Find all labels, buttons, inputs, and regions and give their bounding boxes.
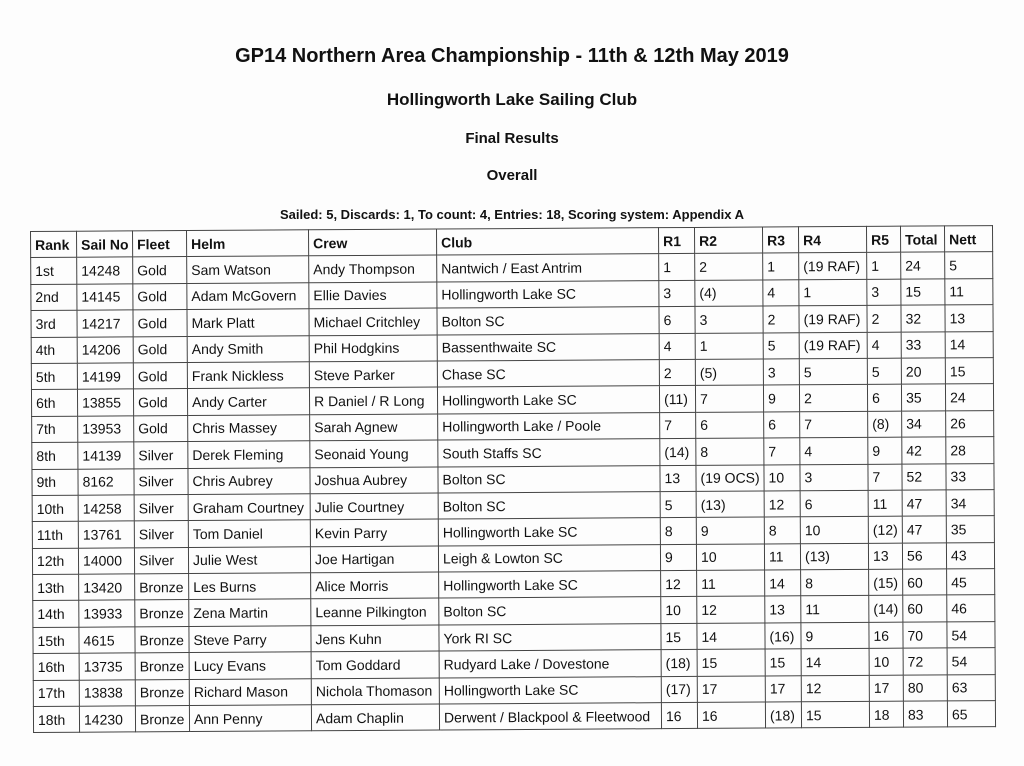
cell-helm: Andy Smith xyxy=(187,335,309,362)
cell-sail-no: 14206 xyxy=(77,336,133,363)
cell-r2: 6 xyxy=(696,412,764,439)
cell-nett: 5 xyxy=(945,252,993,279)
cell-nett: 15 xyxy=(945,358,993,385)
cell-r5: 9 xyxy=(868,437,902,464)
results-category: Overall xyxy=(486,167,538,184)
cell-total: 42 xyxy=(902,437,946,464)
cell-helm: Julie West xyxy=(188,546,310,573)
cell-helm: Sam Watson xyxy=(187,256,309,283)
cell-crew: Steve Parker xyxy=(309,361,437,388)
cell-r3: 10 xyxy=(764,464,800,491)
cell-rank: 18th xyxy=(33,706,79,733)
cell-helm: Lucy Evans xyxy=(189,652,311,679)
cell-crew: Nichola Thomason xyxy=(311,678,439,705)
cell-r4: 4 xyxy=(800,438,868,465)
cell-rank: 9th xyxy=(32,469,78,496)
cell-nett: 63 xyxy=(947,674,995,701)
cell-r1: 8 xyxy=(660,518,696,545)
cell-sail-no: 14000 xyxy=(78,548,134,575)
cell-helm: Steve Parry xyxy=(189,626,311,653)
cell-rank: 3rd xyxy=(31,310,77,337)
cell-r3: 1 xyxy=(763,253,799,280)
cell-crew: Andy Thompson xyxy=(309,255,437,282)
cell-r4: (19 RAF) xyxy=(799,332,867,359)
cell-crew: Sarah Agnew xyxy=(310,414,438,441)
cell-r1: (18) xyxy=(661,650,697,677)
cell-total: 32 xyxy=(901,305,945,332)
cell-helm: Andy Carter xyxy=(187,388,309,415)
cell-fleet: Silver xyxy=(134,547,188,574)
cell-sail-no: 14230 xyxy=(79,706,135,733)
cell-r2: 12 xyxy=(697,596,765,623)
cell-r1: 6 xyxy=(659,307,695,334)
cell-fleet: Bronze xyxy=(135,653,189,680)
cell-r4: 3 xyxy=(800,464,868,491)
cell-r2: 9 xyxy=(696,517,764,544)
cell-sail-no: 14258 xyxy=(78,495,134,522)
cell-club: York RI SC xyxy=(439,624,661,652)
cell-rank: 6th xyxy=(31,390,77,417)
cell-r1: 15 xyxy=(661,623,697,650)
cell-club: Derwent / Blackpool & Fleetwood xyxy=(439,703,661,731)
cell-fleet: Silver xyxy=(134,494,188,521)
cell-r5: 13 xyxy=(868,543,902,570)
cell-r4: 8 xyxy=(801,569,869,596)
cell-total: 35 xyxy=(901,384,945,411)
cell-rank: 7th xyxy=(32,416,78,443)
cell-r1: 5 xyxy=(660,491,696,518)
cell-total: 60 xyxy=(903,569,947,596)
cell-nett: 35 xyxy=(946,516,994,543)
document-title: GP14 Northern Area Championship - 11th & 12th May 2019 xyxy=(235,45,789,67)
cell-club: Hollingworth Lake / Poole xyxy=(438,412,660,440)
cell-crew: Leanne Pilkington xyxy=(311,598,439,625)
cell-club: Hollingworth Lake SC xyxy=(438,518,660,546)
cell-club: South Staffs SC xyxy=(438,439,660,467)
cell-crew: Joshua Aubrey xyxy=(310,467,438,494)
cell-club: Bolton SC xyxy=(439,597,661,625)
cell-r3: 6 xyxy=(764,412,800,439)
cell-r2: 10 xyxy=(696,544,764,571)
cell-r5: 18 xyxy=(869,701,903,728)
cell-total: 56 xyxy=(902,543,946,570)
cell-fleet: Gold xyxy=(133,283,187,310)
cell-sail-no: 14145 xyxy=(77,284,133,311)
cell-total: 47 xyxy=(902,516,946,543)
column-header-r3: R3 xyxy=(762,227,798,254)
column-header-sail-no: Sail No xyxy=(77,231,133,258)
cell-rank: 5th xyxy=(31,363,77,390)
cell-r3: 12 xyxy=(764,491,800,518)
column-header-fleet: Fleet xyxy=(133,231,187,258)
cell-rank: 8th xyxy=(32,442,78,469)
cell-club: Hollingworth Lake SC xyxy=(439,571,661,599)
cell-r1: 4 xyxy=(659,333,695,360)
cell-helm: Richard Mason xyxy=(189,678,311,705)
cell-helm: Mark Platt xyxy=(187,309,309,336)
cell-club: Hollingworth Lake SC xyxy=(437,386,659,414)
column-header-r4: R4 xyxy=(798,226,866,253)
cell-rank: 10th xyxy=(32,495,78,522)
cell-sail-no: 13953 xyxy=(78,416,134,443)
cell-total: 60 xyxy=(903,595,947,622)
results-table xyxy=(30,225,996,733)
cell-total: 70 xyxy=(903,622,947,649)
cell-helm: Graham Courtney xyxy=(188,494,310,521)
cell-club: Hollingworth Lake SC xyxy=(437,280,659,308)
cell-helm: Ann Penny xyxy=(189,705,311,732)
cell-helm: Les Burns xyxy=(189,573,311,600)
cell-r3: 9 xyxy=(763,385,799,412)
cell-fleet: Gold xyxy=(134,415,188,442)
cell-nett: 26 xyxy=(946,410,994,437)
cell-total: 20 xyxy=(901,358,945,385)
cell-r3: (18) xyxy=(765,702,801,729)
cell-r1: 10 xyxy=(661,597,697,624)
cell-club: Hollingworth Lake SC xyxy=(439,676,661,704)
cell-r2: 1 xyxy=(695,333,763,360)
cell-r4: 11 xyxy=(801,596,869,623)
club-name: Hollingworth Lake Sailing Club xyxy=(386,90,638,109)
cell-nett: 46 xyxy=(947,595,995,622)
cell-r5: 4 xyxy=(867,332,901,359)
cell-r2: 16 xyxy=(697,702,765,729)
cell-r4: (19 RAF) xyxy=(799,253,867,280)
cell-r2: (4) xyxy=(695,280,763,307)
cell-r1: 2 xyxy=(659,359,695,386)
cell-rank: 2nd xyxy=(31,284,77,311)
cell-nett: 34 xyxy=(946,490,994,517)
cell-nett: 28 xyxy=(946,437,994,464)
cell-r2: 3 xyxy=(695,306,763,333)
cell-r5: 5 xyxy=(867,358,901,385)
cell-crew: R Daniel / R Long xyxy=(309,387,437,414)
cell-r5: 6 xyxy=(867,385,901,412)
cell-r3: 8 xyxy=(764,517,800,544)
cell-r3: 17 xyxy=(765,675,801,702)
cell-r4: (13) xyxy=(800,543,868,570)
cell-r5: 2 xyxy=(867,305,901,332)
cell-helm: Derek Fleming xyxy=(188,441,310,468)
cell-rank: 12th xyxy=(32,548,78,575)
cell-r2: (13) xyxy=(696,491,764,518)
cell-fleet: Gold xyxy=(133,310,187,337)
column-header-r1: R1 xyxy=(658,227,694,254)
column-header-crew: Crew xyxy=(308,229,436,256)
cell-r5: (12) xyxy=(868,516,902,543)
cell-fleet: Bronze xyxy=(135,679,189,706)
cell-crew: Adam Chaplin xyxy=(311,704,439,731)
cell-rank: 14th xyxy=(33,601,79,628)
cell-r1: (17) xyxy=(661,676,697,703)
cell-helm: Frank Nickless xyxy=(187,362,309,389)
column-header-r2: R2 xyxy=(694,227,762,254)
cell-fleet: Silver xyxy=(134,468,188,495)
cell-nett: 65 xyxy=(947,701,995,728)
cell-crew: Seonaid Young xyxy=(310,440,438,467)
cell-r2: (5) xyxy=(695,359,763,386)
cell-nett: 33 xyxy=(946,463,994,490)
cell-rank: 17th xyxy=(33,680,79,707)
cell-rank: 15th xyxy=(33,627,79,654)
cell-r4: 12 xyxy=(801,675,869,702)
cell-crew: Michael Critchley xyxy=(309,308,437,335)
cell-r2: (19 OCS) xyxy=(696,465,764,492)
cell-sail-no: 14217 xyxy=(77,310,133,337)
cell-r5: 3 xyxy=(867,279,901,306)
cell-helm: Chris Massey xyxy=(188,415,310,442)
cell-r1: (11) xyxy=(659,386,695,413)
cell-total: 83 xyxy=(903,701,947,728)
cell-nett: 54 xyxy=(947,648,995,675)
cell-fleet: Bronze xyxy=(135,706,189,733)
cell-rank: 16th xyxy=(33,653,79,680)
column-header-r5: R5 xyxy=(866,226,900,253)
cell-r4: 14 xyxy=(801,649,869,676)
cell-crew: Alice Morris xyxy=(311,572,439,599)
table-body xyxy=(31,252,996,733)
cell-fleet: Gold xyxy=(133,336,187,363)
cell-nett: 45 xyxy=(947,569,995,596)
cell-fleet: Bronze xyxy=(135,574,189,601)
column-header-club: Club xyxy=(436,228,658,256)
cell-crew: Tom Goddard xyxy=(311,651,439,678)
cell-fleet: Silver xyxy=(134,442,188,469)
cell-r1: 3 xyxy=(659,280,695,307)
cell-crew: Ellie Davies xyxy=(309,282,437,309)
cell-r5: (14) xyxy=(869,596,903,623)
cell-r5: 17 xyxy=(869,675,903,702)
series-summary: Sailed: 5, Discards: 1, To count: 4, Entries: 18, Scoring system: Appendix A xyxy=(279,207,745,222)
cell-r2: 14 xyxy=(697,623,765,650)
cell-r5: 1 xyxy=(867,253,901,280)
cell-r4: 10 xyxy=(800,517,868,544)
cell-r1: 16 xyxy=(661,702,697,729)
cell-r2: 2 xyxy=(695,253,763,280)
column-header-helm: Helm xyxy=(187,230,309,257)
cell-total: 33 xyxy=(901,331,945,358)
cell-nett: 13 xyxy=(945,305,993,332)
cell-helm: Zena Martin xyxy=(189,599,311,626)
cell-rank: 4th xyxy=(31,337,77,364)
cell-r4: 2 xyxy=(799,385,867,412)
cell-r5: (8) xyxy=(868,411,902,438)
cell-nett: 11 xyxy=(945,278,993,305)
cell-r5: 7 xyxy=(868,464,902,491)
cell-club: Chase SC xyxy=(437,360,659,388)
cell-r4: 1 xyxy=(799,279,867,306)
cell-total: 47 xyxy=(902,490,946,517)
cell-r2: 15 xyxy=(697,649,765,676)
cell-r1: 1 xyxy=(659,254,695,281)
cell-r5: 16 xyxy=(869,622,903,649)
cell-sail-no: 13933 xyxy=(79,600,135,627)
cell-sail-no: 4615 xyxy=(79,627,135,654)
cell-club: Nantwich / East Antrim xyxy=(437,254,659,282)
cell-r2: 7 xyxy=(695,385,763,412)
cell-sail-no: 13735 xyxy=(79,653,135,680)
cell-r3: 4 xyxy=(763,280,799,307)
cell-r3: (16) xyxy=(765,623,801,650)
cell-club: Bassenthwaite SC xyxy=(437,333,659,361)
cell-fleet: Bronze xyxy=(135,600,189,627)
cell-helm: Chris Aubrey xyxy=(188,467,310,494)
cell-club: Bolton SC xyxy=(438,492,660,520)
cell-total: 34 xyxy=(902,411,946,438)
cell-club: Bolton SC xyxy=(438,465,660,493)
column-header-total: Total xyxy=(900,226,944,253)
cell-club: Leigh & Lowton SC xyxy=(438,544,660,572)
cell-fleet: Gold xyxy=(133,389,187,416)
cell-r1: (14) xyxy=(660,439,696,466)
column-header-rank: Rank xyxy=(31,231,77,258)
cell-r4: 6 xyxy=(800,490,868,517)
cell-r1: 12 xyxy=(661,571,697,598)
cell-fleet: Bronze xyxy=(135,626,189,653)
cell-rank: 13th xyxy=(33,574,79,601)
cell-r5: 10 xyxy=(869,648,903,675)
cell-total: 52 xyxy=(902,463,946,490)
cell-sail-no: 13855 xyxy=(77,389,133,416)
cell-r1: 13 xyxy=(660,465,696,492)
cell-sail-no: 14248 xyxy=(77,257,133,284)
cell-r3: 13 xyxy=(765,596,801,623)
cell-crew: Julie Courtney xyxy=(310,493,438,520)
cell-rank: 11th xyxy=(32,522,78,549)
cell-rank: 1st xyxy=(31,258,77,285)
cell-nett: 43 xyxy=(946,542,994,569)
column-header-nett: Nett xyxy=(944,226,992,253)
cell-fleet: Silver xyxy=(134,521,188,548)
results-subtitle: Final Results xyxy=(465,130,559,147)
cell-r4: 9 xyxy=(801,622,869,649)
cell-total: 15 xyxy=(901,279,945,306)
cell-r2: 17 xyxy=(697,676,765,703)
cell-club: Rudyard Lake / Dovestone xyxy=(439,650,661,678)
cell-helm: Adam McGovern xyxy=(187,283,309,310)
cell-total: 80 xyxy=(903,675,947,702)
cell-crew: Phil Hodgkins xyxy=(309,335,437,362)
cell-r5: 11 xyxy=(868,490,902,517)
cell-club: Bolton SC xyxy=(437,307,659,335)
cell-sail-no: 13838 xyxy=(79,680,135,707)
cell-r3: 2 xyxy=(763,306,799,333)
cell-r2: 8 xyxy=(696,438,764,465)
cell-sail-no: 13420 xyxy=(79,574,135,601)
cell-r5: (15) xyxy=(869,569,903,596)
cell-fleet: Gold xyxy=(133,362,187,389)
cell-fleet: Gold xyxy=(133,257,187,284)
cell-r2: 11 xyxy=(697,570,765,597)
cell-r4: 15 xyxy=(801,701,869,728)
cell-sail-no: 8162 xyxy=(78,468,134,495)
cell-r3: 14 xyxy=(765,570,801,597)
cell-crew: Kevin Parry xyxy=(310,519,438,546)
cell-sail-no: 13761 xyxy=(78,521,134,548)
cell-r3: 5 xyxy=(763,332,799,359)
cell-crew: Joe Hartigan xyxy=(310,546,438,573)
cell-nett: 54 xyxy=(947,621,995,648)
cell-r4: 5 xyxy=(799,358,867,385)
cell-sail-no: 14199 xyxy=(77,363,133,390)
cell-r1: 9 xyxy=(660,544,696,571)
cell-r3: 11 xyxy=(764,543,800,570)
cell-r3: 3 xyxy=(763,359,799,386)
cell-helm: Tom Daniel xyxy=(188,520,310,547)
cell-r3: 7 xyxy=(764,438,800,465)
cell-nett: 14 xyxy=(945,331,993,358)
cell-r3: 15 xyxy=(765,649,801,676)
cell-total: 72 xyxy=(903,648,947,675)
cell-r4: 7 xyxy=(800,411,868,438)
cell-crew: Jens Kuhn xyxy=(311,625,439,652)
table-row xyxy=(33,701,995,733)
cell-r4: (19 RAF) xyxy=(799,306,867,333)
cell-nett: 24 xyxy=(945,384,993,411)
cell-sail-no: 14139 xyxy=(78,442,134,469)
cell-total: 24 xyxy=(901,252,945,279)
cell-r1: 7 xyxy=(660,412,696,439)
